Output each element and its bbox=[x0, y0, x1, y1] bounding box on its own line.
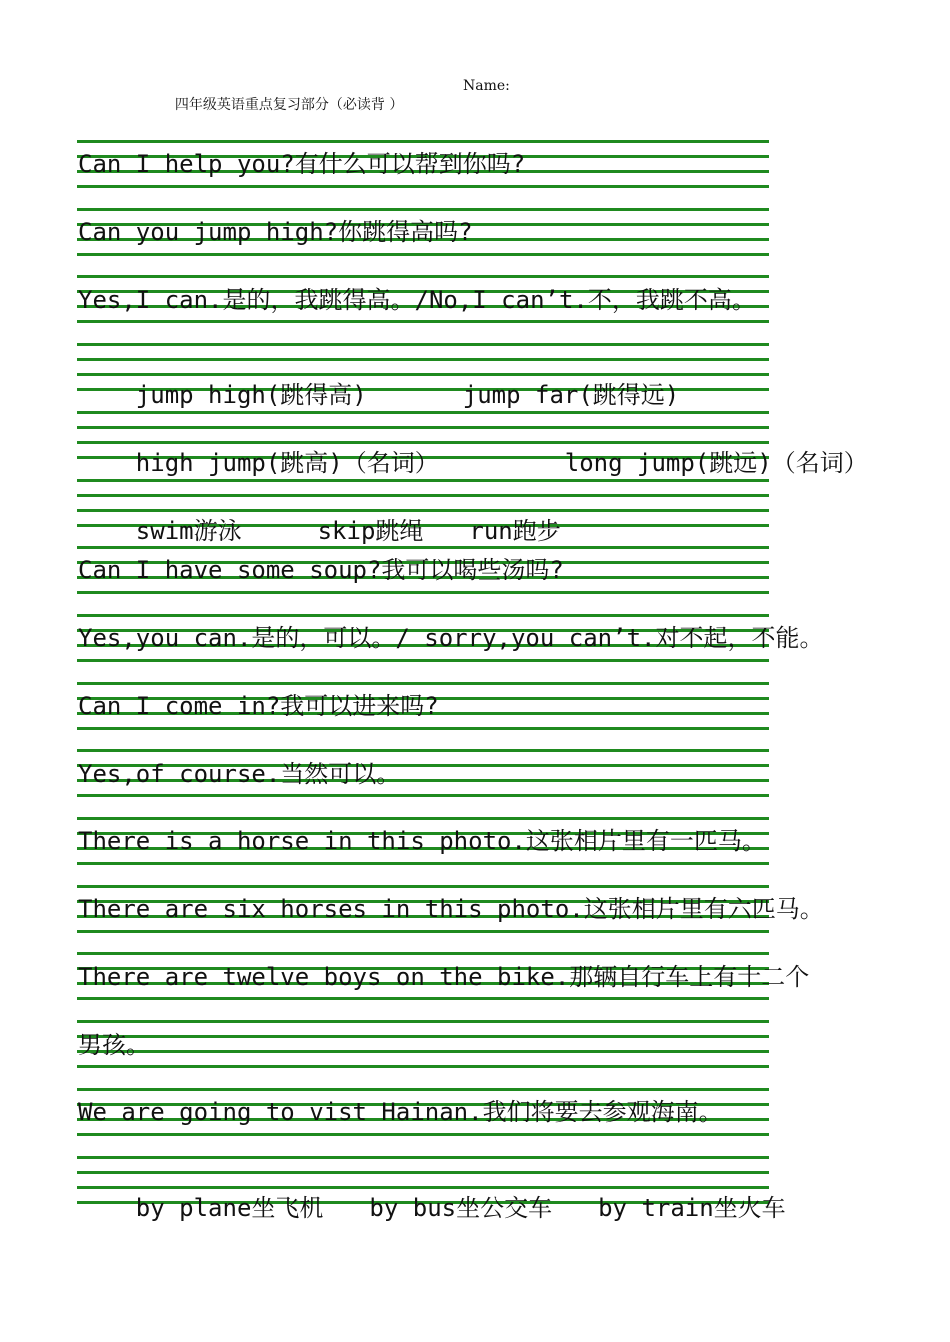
ruled-lines bbox=[77, 0, 769, 1342]
ruled-line bbox=[77, 343, 769, 346]
row-9: Can I come in?我可以进来吗? bbox=[78, 692, 439, 720]
ruled-line bbox=[77, 885, 769, 888]
ruled-line bbox=[77, 253, 769, 256]
row-11: There is a horse in this photo.这张相片里有一匹马。 bbox=[78, 827, 766, 855]
ruled-line bbox=[77, 1133, 769, 1136]
row-12: There are six horses in this photo.这张相片里有六匹马。 bbox=[78, 895, 824, 923]
ruled-line bbox=[77, 862, 769, 865]
ruled-line bbox=[77, 1020, 769, 1023]
row-2: Can you jump high?你跳得高吗? bbox=[78, 218, 473, 246]
ruled-line bbox=[77, 997, 769, 1000]
row-15: We are going to vist Hainan.我们将要去参观海南。 bbox=[78, 1098, 723, 1126]
row-13: There are twelve boys on the bike.那辆自行车上有十二个 bbox=[78, 963, 810, 991]
ruled-line bbox=[77, 320, 769, 323]
row-1: Can I help you?有什么可以帮到你吗? bbox=[78, 150, 526, 178]
row-10: Yes,of course.当然可以。 bbox=[78, 760, 401, 788]
row-6-phrase-2: skip跳绳 bbox=[317, 517, 424, 545]
ruled-line bbox=[77, 794, 769, 797]
row-16 bbox=[78, 1166, 786, 1250]
ruled-line bbox=[77, 749, 769, 752]
row-4-phrase-2: jump far(跳得远) bbox=[462, 381, 680, 409]
ruled-line bbox=[77, 1088, 769, 1091]
worksheet-title: 四年级英语重点复习部分（必读背 ） bbox=[174, 97, 404, 113]
row-6-phrase-3: run跑步 bbox=[469, 517, 561, 545]
ruled-line bbox=[77, 682, 769, 685]
name-label: Name: bbox=[463, 78, 510, 94]
ruled-line bbox=[77, 208, 769, 211]
row-7: Can I have some soup?我可以喝些汤吗? bbox=[78, 556, 564, 584]
row-5-phrase-1: high jump(跳高)（名词） bbox=[135, 449, 439, 477]
ruled-line bbox=[77, 727, 769, 730]
row-5-phrase-2: long jump(跳远)（名词） bbox=[564, 449, 868, 477]
ruled-line bbox=[77, 614, 769, 617]
row-16-phrase-1: by plane坐飞机 bbox=[135, 1194, 324, 1222]
ruled-line bbox=[77, 659, 769, 662]
ruled-line bbox=[77, 1156, 769, 1159]
ruled-line bbox=[77, 591, 769, 594]
row-8: Yes,you can.是的，可以。/ sorry,you can’t.对不起，不能。 bbox=[78, 624, 824, 652]
ruled-line bbox=[77, 1050, 769, 1053]
ruled-line bbox=[77, 1035, 769, 1038]
ruled-line bbox=[77, 952, 769, 955]
ruled-line bbox=[77, 140, 769, 143]
row-6-phrase-1: swim游泳 bbox=[135, 517, 242, 545]
row-4-phrase-1: jump high(跳得高) bbox=[135, 381, 367, 409]
ruled-line bbox=[77, 1065, 769, 1068]
row-14: 男孩。 bbox=[78, 1031, 150, 1059]
row-16-phrase-3: by train坐火车 bbox=[598, 1194, 786, 1222]
ruled-line bbox=[77, 930, 769, 933]
row-16-phrase-2: by bus坐公交车 bbox=[369, 1194, 553, 1222]
ruled-line bbox=[77, 275, 769, 278]
ruled-line bbox=[77, 817, 769, 820]
ruled-line bbox=[77, 185, 769, 188]
row-3: Yes,I can.是的，我跳得高。/No,I can’t.不，我跳不高。 bbox=[78, 286, 756, 314]
